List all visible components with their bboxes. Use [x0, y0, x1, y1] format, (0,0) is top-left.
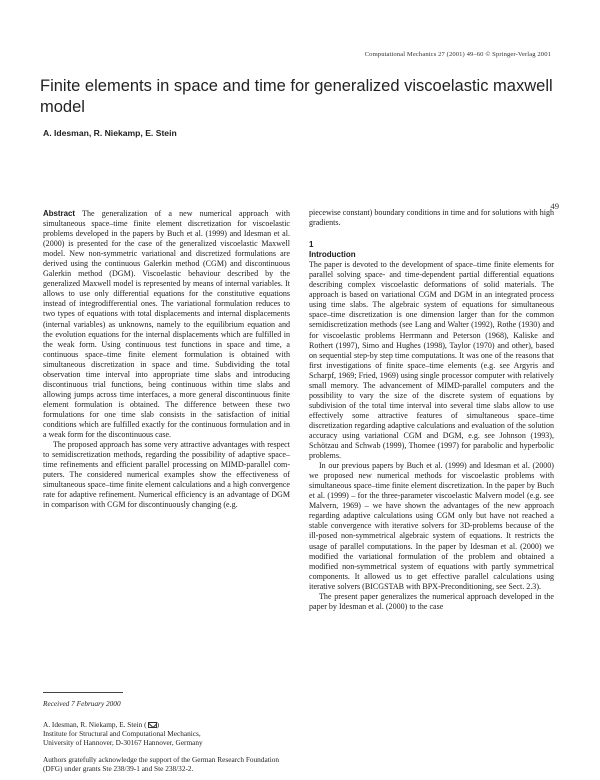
abstract-paragraph [43, 209, 290, 440]
intro-paragraph-1: The paper is devoted to the development of space–time finite elements for parallel solving space- and time-dependent partial differential equations describing complex viscoelastic deformations of solid materials. The approach is based on variational CGM and DGM in an integrated process using time slabs. The algebraic system of equations for simultaneous space–time discretization is one dimension larger than for the common semidiscretization methods (see Lang and Walter (1992), Rothe (1930) and for viscoelastic problems Herrmann and Peterson (1968), Kaliske and Rothert (1997), Simo and Hughes (1998), Taylor (1970) and other), based on sequential step-by step time computations. It was one of the reasons that first investigations of finite space–time elements (e.g. see Argyris and Scharpf, 1969; Fried, 1969) using single processor computer with relatively small memory. The advancement of MIMD-parallel computers and the possibility to vary the size of the discrete system of equations by subdivision of the total time interval into several time slabs allow to use effectively some attractive features of simultaneous space–time discretization regarding adaptive calculations and evaluation of the solution accuracy using variational CGM and DGM, e.g. see Johnson (1993), Schötzau and Schwab (1999), Thomee (1997) for parabolic and hyperbolic problems. [309, 260, 554, 461]
section-number: 1 [309, 240, 314, 250]
intro-paragraph-3: The present paper generalizes the numerical approach developed in the paper by Idesman et al. (2000) to the case [309, 591, 554, 611]
affiliation-authors-line: A. Idesman, R. Niekamp, E. Stein ( ) [43, 720, 160, 729]
abstract-paragraph-2: The proposed approach has some very attractive advantages with respect to semidiscretization methods, regarding the possibility of adaptive space–time refinements and efficient parallel processing on MIMD-parallel computers. The considered numerical examples show the effectiveness of simultaneous space–time finite element calculations and a high convergence rate for adaptive refinement. Numerical efficiency is an advantage of DGM in comparison with CGM for discontinuously changing (e.g. [43, 440, 290, 510]
affiliation-address: University of Hannover, D-30167 Hannover, Germany [43, 738, 203, 748]
section-title: Introduction [309, 250, 356, 260]
abstract-label: Abstract [43, 209, 76, 218]
page-number: 49 [550, 201, 559, 211]
received-date: Received 7 February 2000 [43, 699, 121, 708]
abstract-text: The generalization of a new numerical approach with simultaneous space–time finite element discretization for viscoelastic problems developed in the papers by Buch et al. (1999) and Idesman et al. (2000) is presented for the case of the generalized viscoelastic Maxwell model. New non-symmetric variational and discretized formulations are derived using the continuous Galerkin method (CGM) and discontinuous Galerkin method (DGM). Viscoelastic behaviour described by the generalized Maxwell model is represented by means of internal variables. It allows to use only differential equations for the constitutive equations instead of integrodifferential ones. The variational formulation reduces to two types of equations with total displacements and internal displacements (internal variables) as unknowns, namely to the equilibrium equation and the evolution equations for the internal displacements which are fulfilled in the weak form. Using continuous test functions in space and time, a continuous space–time finite element formulation is obtained with simultaneous discretization in space and time. Subdividing the total observation time interval into appropriate time slabs and introducing discontinuous trial functions, being continuous within time slabs and allowing jumps across time interfaces, a more general discontinuous finite element formulation is obtained. The difference between these two formulations for one time slab consists in the satisfaction of initial conditions which are fulfilled exactly for the continuous formulation and in a weak form for the discontinuous case. [43, 209, 290, 440]
affiliation-block [43, 720, 290, 748]
right-column [309, 208, 554, 612]
acknowledgement: Authors gratefully acknowledge the support of the German Research Foundation (DFG) under grants Ste 238/39-1 and Ste 238/32-2. [43, 755, 280, 774]
envelope-icon [148, 722, 157, 728]
intro-paragraph-2: In our previous papers by Buch et al. (1999) and Idesman et al. (2000) we proposed new numerical methods for viscoelastic problems with simultaneous space–time finite element discretization. In the paper by Buch et al. (1999) – for the three-parameter viscoelastic Malvern model (e.g. see Malvern, 1969) – we have shown the advantages of the new approach regarding adaptive calculations using CGM only but have not reached a stable convergence with iterative solvers for 3D-problems because of the ill-posed non-symmetrical algebraic system of equations. It restricts the usage of parallel computations. In the paper by Idesman et al. (2000) we modified the variational formulation of the problem and obtained a modified non-symmetrical system of equations with partly symmetrical components. It allowed us to get effective parallel calculations using iterative solvers (BICGSTAB with BPX-Preconditioning, see Sect. 2.3). [309, 461, 554, 591]
left-column [43, 209, 290, 510]
abstract-continuation: piecewise constant) boundary conditions in time and for solutions with high gradients. [309, 208, 554, 228]
footnote-divider [43, 692, 123, 693]
paper-title: Finite elements in space and time for generalized viscoelastic maxwell model [40, 77, 553, 116]
affiliation-authors: A. Idesman, R. Niekamp, E. Stein [43, 720, 143, 729]
journal-header: Computational Mechanics 27 (2001) 49–60 © Springer-Verlag 2001 [364, 51, 551, 58]
author-list: A. Idesman, R. Niekamp, E. Stein [43, 128, 177, 138]
affiliation-institute: Institute for Structural and Computational Mechanics, [43, 729, 201, 739]
